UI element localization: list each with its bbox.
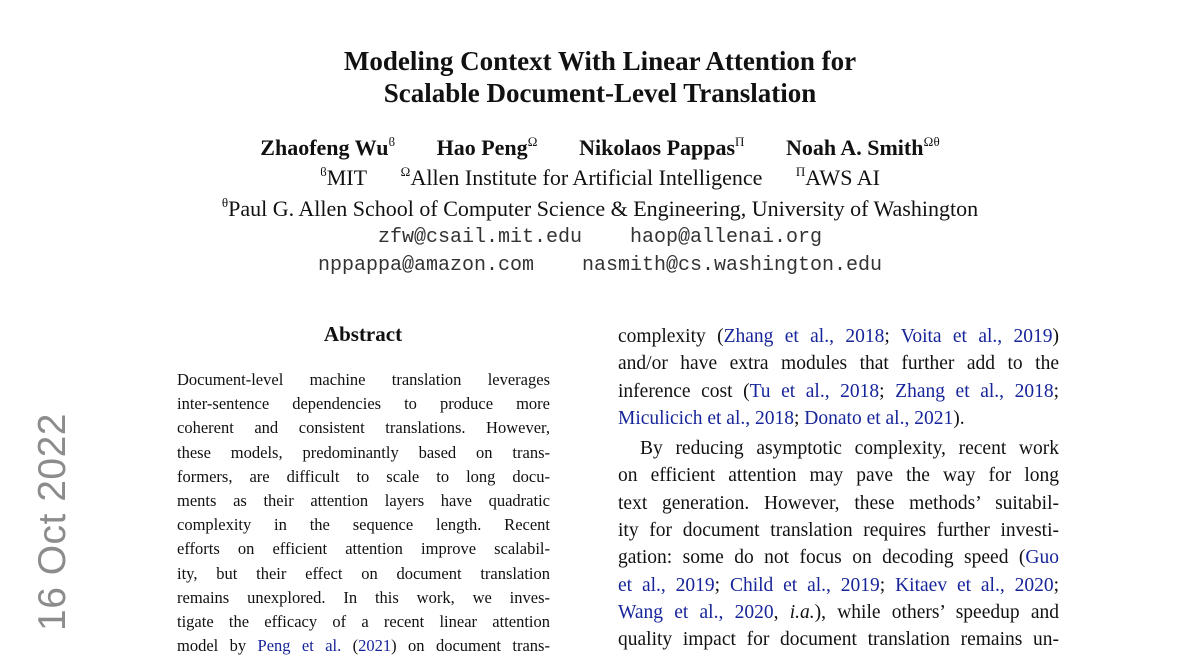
email: haop@allenai.org [630, 226, 823, 249]
author: Noah A. Smith$^{Ω\theta}$ [785, 134, 940, 160]
affiliation: $^\theta$Paul G. Allen School of Computer Science & Engineering, University of Washington [221, 195, 979, 221]
affiliations-line-2 [0, 195, 1200, 222]
abstract-line: inter-sentence dependencies to produce more [177, 394, 550, 414]
author: Nikolaos Pappas$^\Pi$ [579, 134, 745, 160]
title-line-1: Modeling Context With Linear Attention for [343, 46, 857, 76]
citation-link[interactable]: Miculicich et al., 2018 [618, 407, 794, 429]
body-line: and/or have extra modules that further add to the [618, 353, 1059, 375]
citation-link[interactable]: Kitaev et al., 2020 [895, 574, 1054, 596]
citation-link[interactable]: Voita et al., 2019 [900, 326, 1053, 347]
affiliation: $^Ω$Allen Institute for Artificial Intelligence [400, 164, 763, 190]
abstract-line: ments as their attention layers have quadratic [177, 490, 550, 510]
paper-title [0, 45, 1200, 109]
abstract-line: tigate the efficacy of a recent linear attention [177, 611, 550, 631]
abstract-line: ity, but their effect on document translation [177, 563, 550, 583]
body-line: quality impact for document translation remains un- [618, 629, 1059, 651]
body-line: et al., 2019; Child et al., 2019; Kitaev et al., 2020; [618, 574, 1059, 596]
abstract-line: Document-level machine translation leverages [177, 370, 550, 389]
arxiv-side-stamp [8, 413, 98, 631]
body-line: complexity (Zhang et al., 2018; Voita et al., 2019) [618, 326, 1059, 347]
abstract-line: efforts on efficient attention improve scalabil- [177, 539, 550, 559]
abstract-line: complexity in the sequence length. Recent [177, 515, 550, 535]
emails-line-1 [0, 226, 1200, 249]
abstract-heading: Abstract [323, 322, 403, 346]
abstract-line: remains unexplored. In this work, we inves- [177, 587, 550, 607]
body-line: inference cost (Tu et al., 2018; Zhang et al., 2018; [618, 380, 1060, 402]
body-line: on efficient attention may pave the way for long [618, 465, 1059, 487]
affiliation: $^ϐ$MIT [320, 164, 368, 190]
citation-link[interactable]: Wang et al., 2020 [618, 601, 774, 623]
citation-link[interactable]: Zhang et al., 2018 [723, 326, 885, 347]
body-line: gation: some do not focus on decoding speed (Guo [618, 547, 1059, 569]
citation-link[interactable]: Peng et al. [257, 636, 342, 656]
abstract-line: formers, are difficult to scale to long docu- [177, 466, 550, 486]
citation-link[interactable]: Child et al., 2019 [729, 574, 880, 596]
arxiv-date: 16 Oct 2022 [31, 413, 74, 631]
right-column-body [618, 323, 1059, 654]
email: nasmith@cs.washington.edu [582, 254, 883, 277]
abstract-body [177, 368, 550, 658]
citation-link[interactable]: 2021 [358, 636, 392, 656]
citation-link[interactable]: Zhang et al., 2018 [895, 380, 1054, 402]
citation-link[interactable]: Tu et al., 2018 [749, 380, 880, 402]
abstract-line: model by Peng et al. (2021) on document trans- [177, 636, 550, 656]
email: zfw@csail.mit.edu [377, 226, 582, 249]
affiliations-line-1 [0, 164, 1200, 191]
affiliation: $^\Pi$AWS AI [795, 164, 880, 190]
body-line: By reducing asymptotic complexity, recent work [640, 438, 1059, 460]
abstract-line: these models, predominantly based on trans- [177, 442, 550, 462]
title-line-2: Scalable Document-Level Translation [383, 78, 817, 108]
body-line: Miculicich et al., 2018; Donato et al., 2021). [618, 407, 965, 429]
email: nppappa@amazon.com [317, 254, 534, 277]
emails-line-2 [0, 254, 1200, 277]
abstract-line: coherent and consistent translations. However, [177, 418, 550, 438]
body-line: Wang et al., 2020, i.a.), while others’ speedup and [618, 601, 1059, 623]
citation-link[interactable]: et al., 2019 [618, 574, 715, 596]
author: Zhaofeng $Wu^ϐ$ [260, 134, 396, 160]
author-list [0, 134, 1200, 161]
citation-link[interactable]: Donato et al., 2021 [804, 407, 954, 429]
citation-link[interactable]: Guo [1025, 547, 1059, 569]
body-line: text generation. However, these methods’ suitabil- [618, 492, 1059, 514]
author: Hao Peng$^Ω$ [436, 134, 538, 160]
body-line: ity for document translation requires further investi- [618, 520, 1059, 542]
